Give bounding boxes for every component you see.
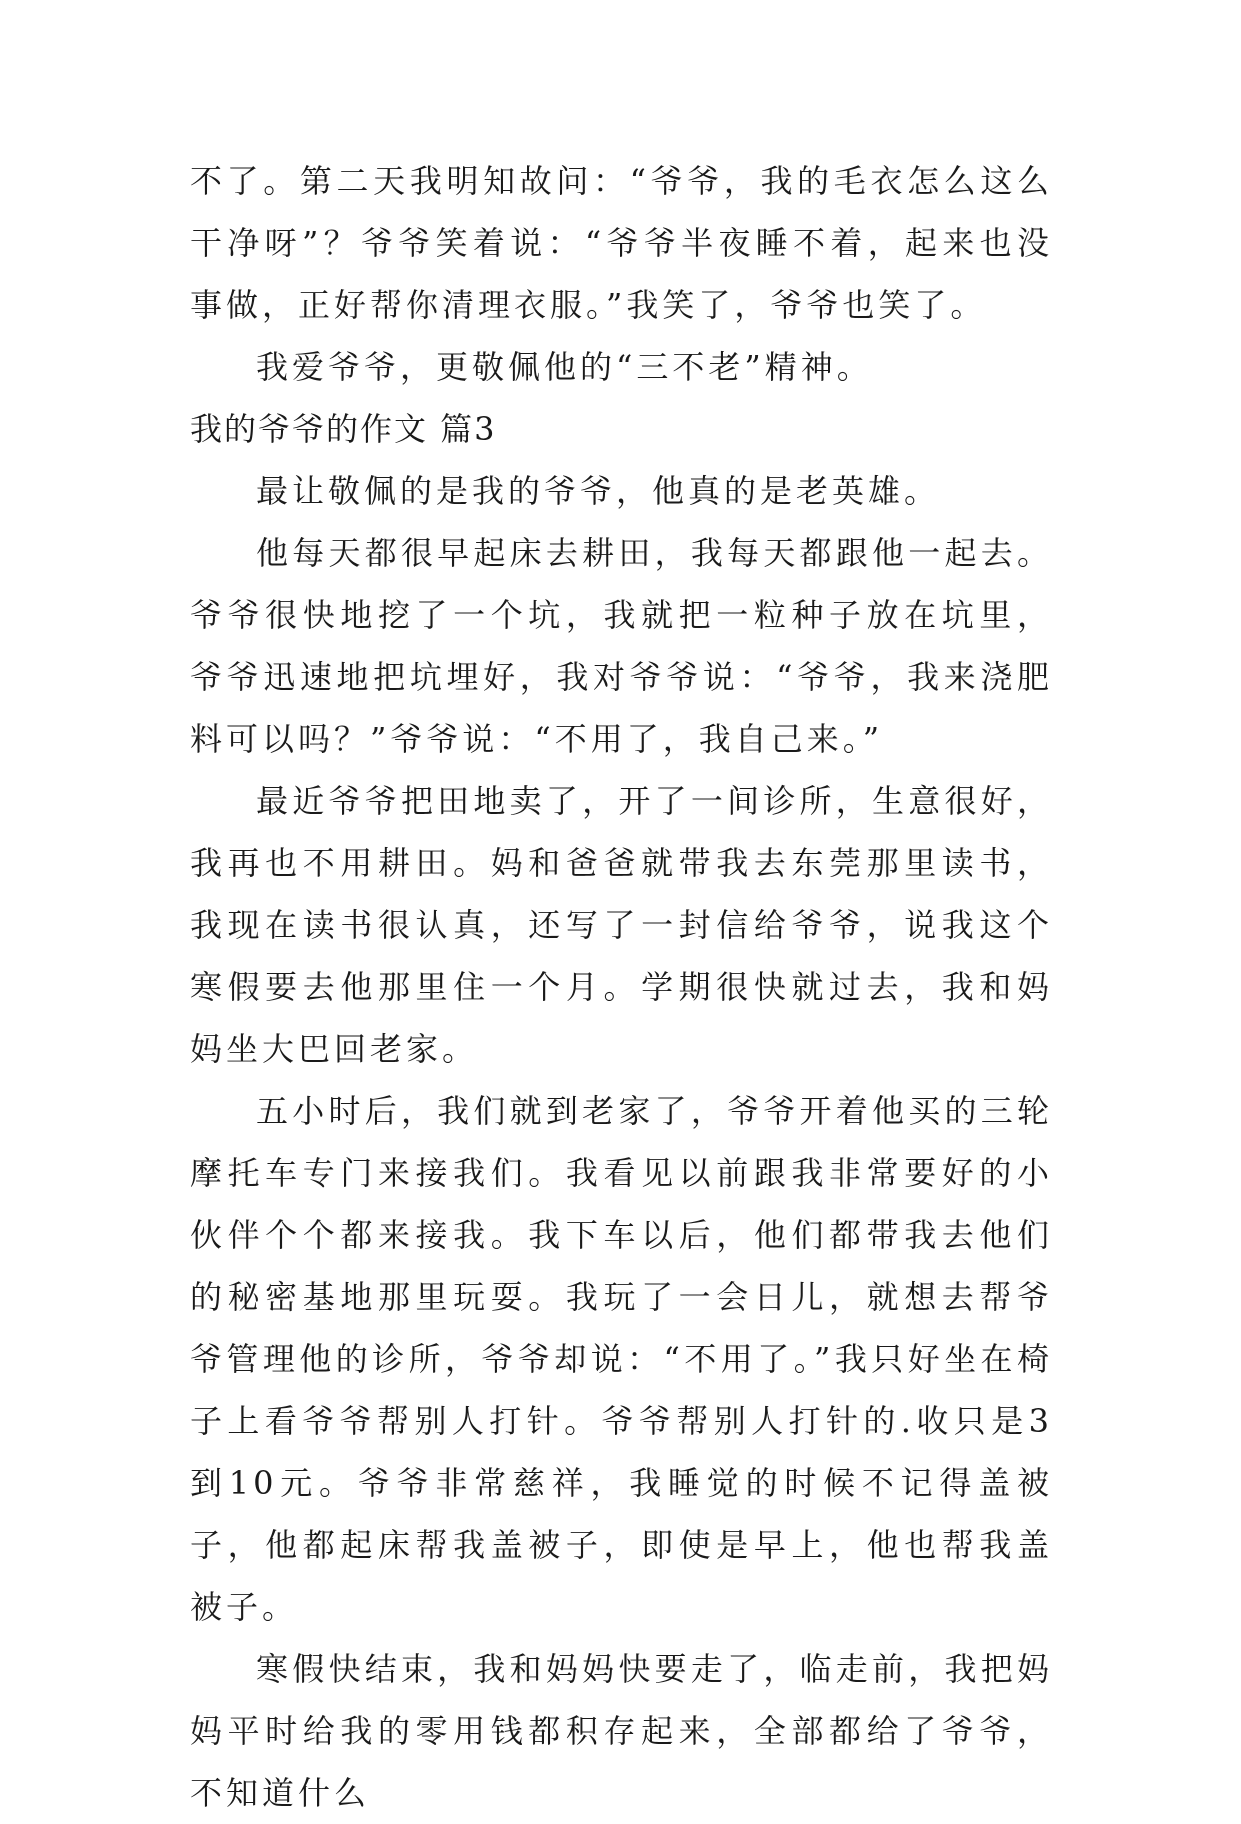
body-paragraph: 寒假快结束，我和妈妈快要走了，临走前，我把妈妈平时给我的零用钱都积存起来，全部都给了爷爷，不知道什么 (190, 1650, 1053, 1812)
closing-paragraph: 我爱爷爷，更敬佩他的“三不老”精神。 (256, 348, 873, 386)
section-heading: 我的爷爷的作文 篇3 (190, 410, 497, 448)
document-body (190, 150, 1053, 1824)
body-paragraph: 最近爷爷把田地卖了，开了一间诊所，生意很好，我再也不用耕田。妈和爸爸就带我去东莞那里读书，我现在读书很认真，还写了一封信给爷爷，说我这个寒假要去他那里住一个月。学期很快就过去，我和妈妈坐大巴回老家。 (190, 782, 1053, 1068)
body-paragraph: 五小时后，我们就到老家了，爷爷开着他买的三轮摩托车专门来接我们。我看见以前跟我非常要好的小伙伴个个都来接我。我下车以后，他们都带我去他们的秘密基地那里玩耍。我玩了一会日儿，就想去帮爷爷管理他的诊所，爷爷却说：“不用了。”我只好坐在椅子上看爷爷帮别人打针。爷爷帮别人打针的.收只是3到10元。爷爷非常慈祥，我睡觉的时候不记得盖被子，他都起床帮我盖被子，即使是早上，他也帮我盖被子。 (190, 1092, 1053, 1626)
continuation-paragraph: 不了。第二天我明知故问：“爷爷，我的毛衣怎么这么干净呀”？爷爷笑着说：“爷爷半夜睡不着，起来也没事做，正好帮你清理衣服。”我笑了，爷爷也笑了。 (190, 162, 1053, 324)
body-paragraph: 他每天都很早起床去耕田，我每天都跟他一起去。爷爷很快地挖了一个坑，我就把一粒种子放在坑里，爷爷迅速地把坑埋好，我对爷爷说：“爷爷，我来浇肥料可以吗？”爷爷说：“不用了，我自己来。” (190, 534, 1053, 758)
body-paragraph: 最让敬佩的是我的爷爷，他真的是老英雄。 (256, 472, 941, 510)
